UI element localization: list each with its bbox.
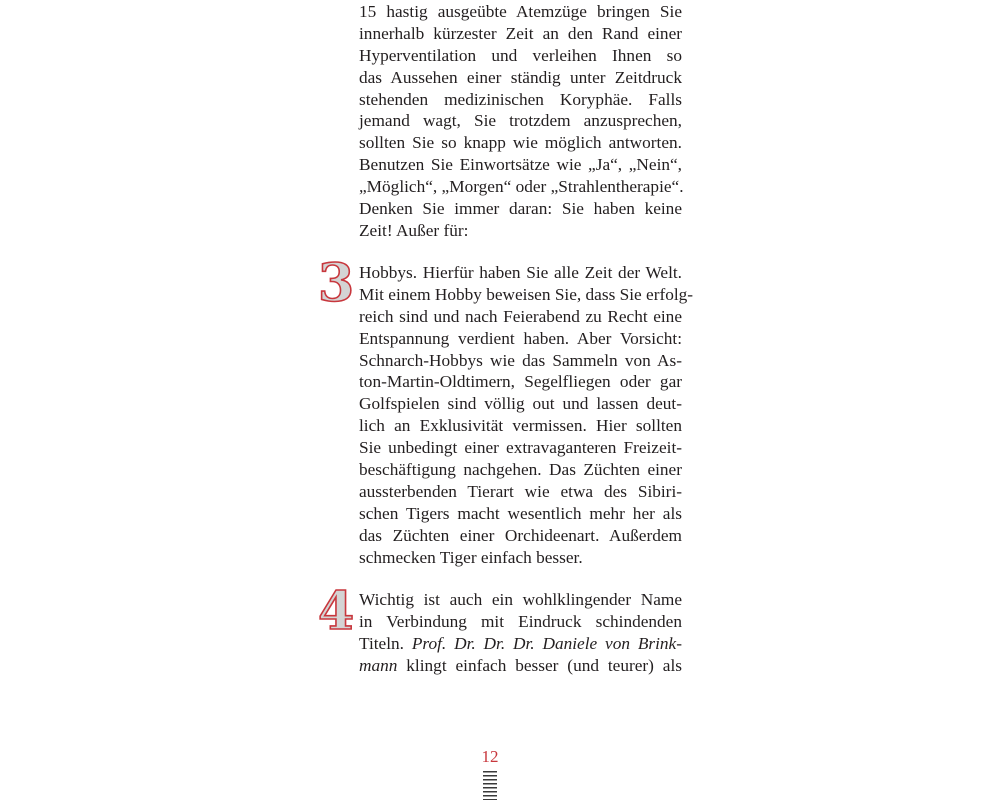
paragraph-4 (359, 589, 682, 677)
text-line: lich an Exklusivität vermissen. Hier sollten (359, 416, 682, 436)
page-number: 12 (481, 747, 499, 766)
text-line: „Möglich“, „Morgen“ oder „Strahlentherapie“. (359, 177, 684, 197)
text-line-with-italic (359, 655, 682, 677)
text-line: das Züchten einer Orchideenart. Außerdem (359, 525, 682, 545)
text-line: aussterbenden Tierart wie etwa des Sibiri- (359, 481, 682, 501)
text-segment: Titeln. (359, 633, 412, 653)
text-line: stehenden medizinischen Koryphäe. Falls (359, 89, 682, 109)
list-numeral-4: 4 (318, 581, 355, 642)
list-numeral-3: 3 (318, 253, 355, 314)
text-line: beschäftigung nachgehen. Das Züchten einer (359, 460, 682, 480)
text-line: das Aussehen einer ständig unter Zeitdruck (359, 67, 682, 87)
text-line: Zeit! Außer für: (359, 220, 469, 240)
italic-name-segment: mann (359, 655, 398, 675)
text-line: Mit einem Hobby beweisen Sie, dass Sie erfolg- (359, 284, 694, 304)
text-line: Denken Sie immer daran: Sie haben keine (359, 199, 682, 219)
text-line: jemand wagt, Sie trotzdem anzusprechen, (359, 111, 682, 131)
text-line: Benutzen Sie Einwortsätze wie „Ja“, „Nein“, (359, 155, 682, 175)
text-line: Sie unbedingt einer extravaganteren Freizeit- (359, 438, 682, 458)
text-line: Hobbys. Hierfür haben Sie alle Zeit der Welt. (359, 263, 682, 282)
text-line: 15 hastig ausgeübte Atemzüge bringen Sie (359, 2, 682, 21)
italic-name-segment: Prof. Dr. Dr. Dr. Daniele von Brink- (411, 633, 682, 653)
text-line-with-italic (359, 633, 682, 655)
text-segment: klingt einfach besser (und teurer) als (397, 655, 682, 675)
text-line: Schnarch-Hobbys wie das Sammeln von As- (359, 350, 682, 370)
text-line: reich sind und nach Feierabend zu Recht eine (359, 306, 682, 326)
text-line: Entspannung verdient haben. Aber Vorsicht: (359, 328, 682, 348)
text-line: sollten Sie so knapp wie möglich antworten. (359, 133, 682, 153)
paragraph-3 (359, 262, 694, 568)
text-line: Golfspielen sind völlig out und lassen deut- (359, 394, 682, 414)
text-line: Wichtig ist auch ein wohlklingender Name (359, 590, 682, 609)
text-line: innerhalb kürzester Zeit an den Rand einer (359, 23, 682, 43)
text-line: schmecken Tiger einfach besser. (359, 547, 583, 567)
text-line: Hyperventilation und verleihen Ihnen so (359, 45, 682, 65)
text-line: in Verbindung mit Eindruck schindenden (359, 611, 682, 631)
text-line: schen Tigers macht wesentlich mehr her als (359, 503, 682, 523)
paragraph-continued (359, 1, 682, 242)
decorative-rule-stack (483, 771, 497, 800)
text-line: ton-Martin-Oldtimern, Segelfliegen oder gar (359, 372, 682, 392)
